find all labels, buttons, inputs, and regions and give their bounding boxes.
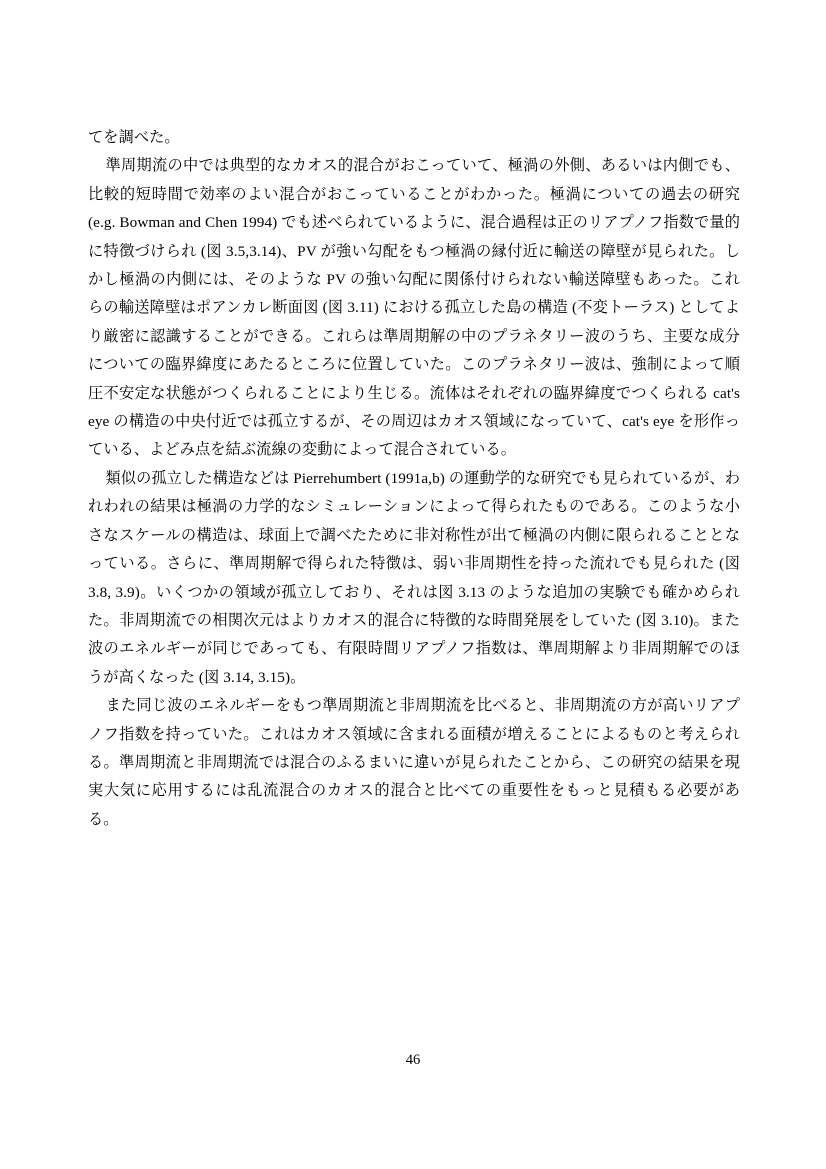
page-body-text xyxy=(88,124,740,834)
paragraph-1: てを調べた。 xyxy=(88,129,180,146)
page-number: 46 xyxy=(405,1052,421,1068)
paragraph-4: また同じ波のエネルギーをもつ準周期流と非周期流を比べると、非周期流の方が高いリアプノフ指数を持っていた。これはカオス領域に含まれる面積が増えることによるものと考えられる。準周期流と非周期流では混合のふるまいに違いが見られたことから、この研究の結果を現実大気に応用するには乱流混合のカオス的混合と比べての重要性をもっと見積もる必要がある。 xyxy=(88,697,740,828)
paragraph-3: 類似の孤立した構造などは Pierrehumbert (1991a,b) の運動学的な研究でも見られているが、われわれの結果は極渦の力学的なシミュレーションによって得られたものである。このような小さなスケールの構造は、球面上で調べたために非対称性が出て極渦の内側に限られることとなっている。さらに、準周期解で得られた特徴は、弱い非周期性を持った流れでも見られた (図 3.8, 3.9)。いくつかの領域が孤立しており、それは図 3.13 のような追加の実験でも確かめられた。非周期流での相関次元はよりカオス的混合に特徴的な時間発展をしていた (図 3.10)。また波のエネルギーが同じであっても、有限時間リアプノフ指数は、準周期解より非周期解でのほうが高くなった (図 3.14, 3.15)。 xyxy=(88,469,740,686)
paragraph-2: 準周期流の中では典型的なカオス的混合がおこっていて、極渦の外側、あるいは内側でも、比較的短時間で効率のよい混合がおこっていることがわかった。極渦についての過去の研究 (e.g. Bowman and Chen 1994) でも述べられているように、混合過程は正のリアプノフ指数で量的に特徴づけられ (図 3.5,3.14)、PV が強い勾配をもつ極渦の縁付近に輸送の障壁が見られた。しかし極渦の内側には、そのような PV の強い勾配に関係付けられない輸送障壁もあった。これらの輸送障壁はポアンカレ断面図 (図 3.11) における孤立した島の構造 (不変トーラス) としてより厳密に認識することができる。これらは準周期解の中のプラネタリー波のうち、主要な成分についての臨界緯度にあたるところに位置していた。このプラネタリー波は、強制によって順圧不安定な状態がつくられることにより生じる。流体はそれぞれの臨界緯度でつくられる cat's eye の構造の中央付近では孤立するが、その周辺はカオス領域になっていて、cat's eye を形作っている、よどみ点を結ぶ流線の変動によって混合されている。 xyxy=(88,157,740,459)
